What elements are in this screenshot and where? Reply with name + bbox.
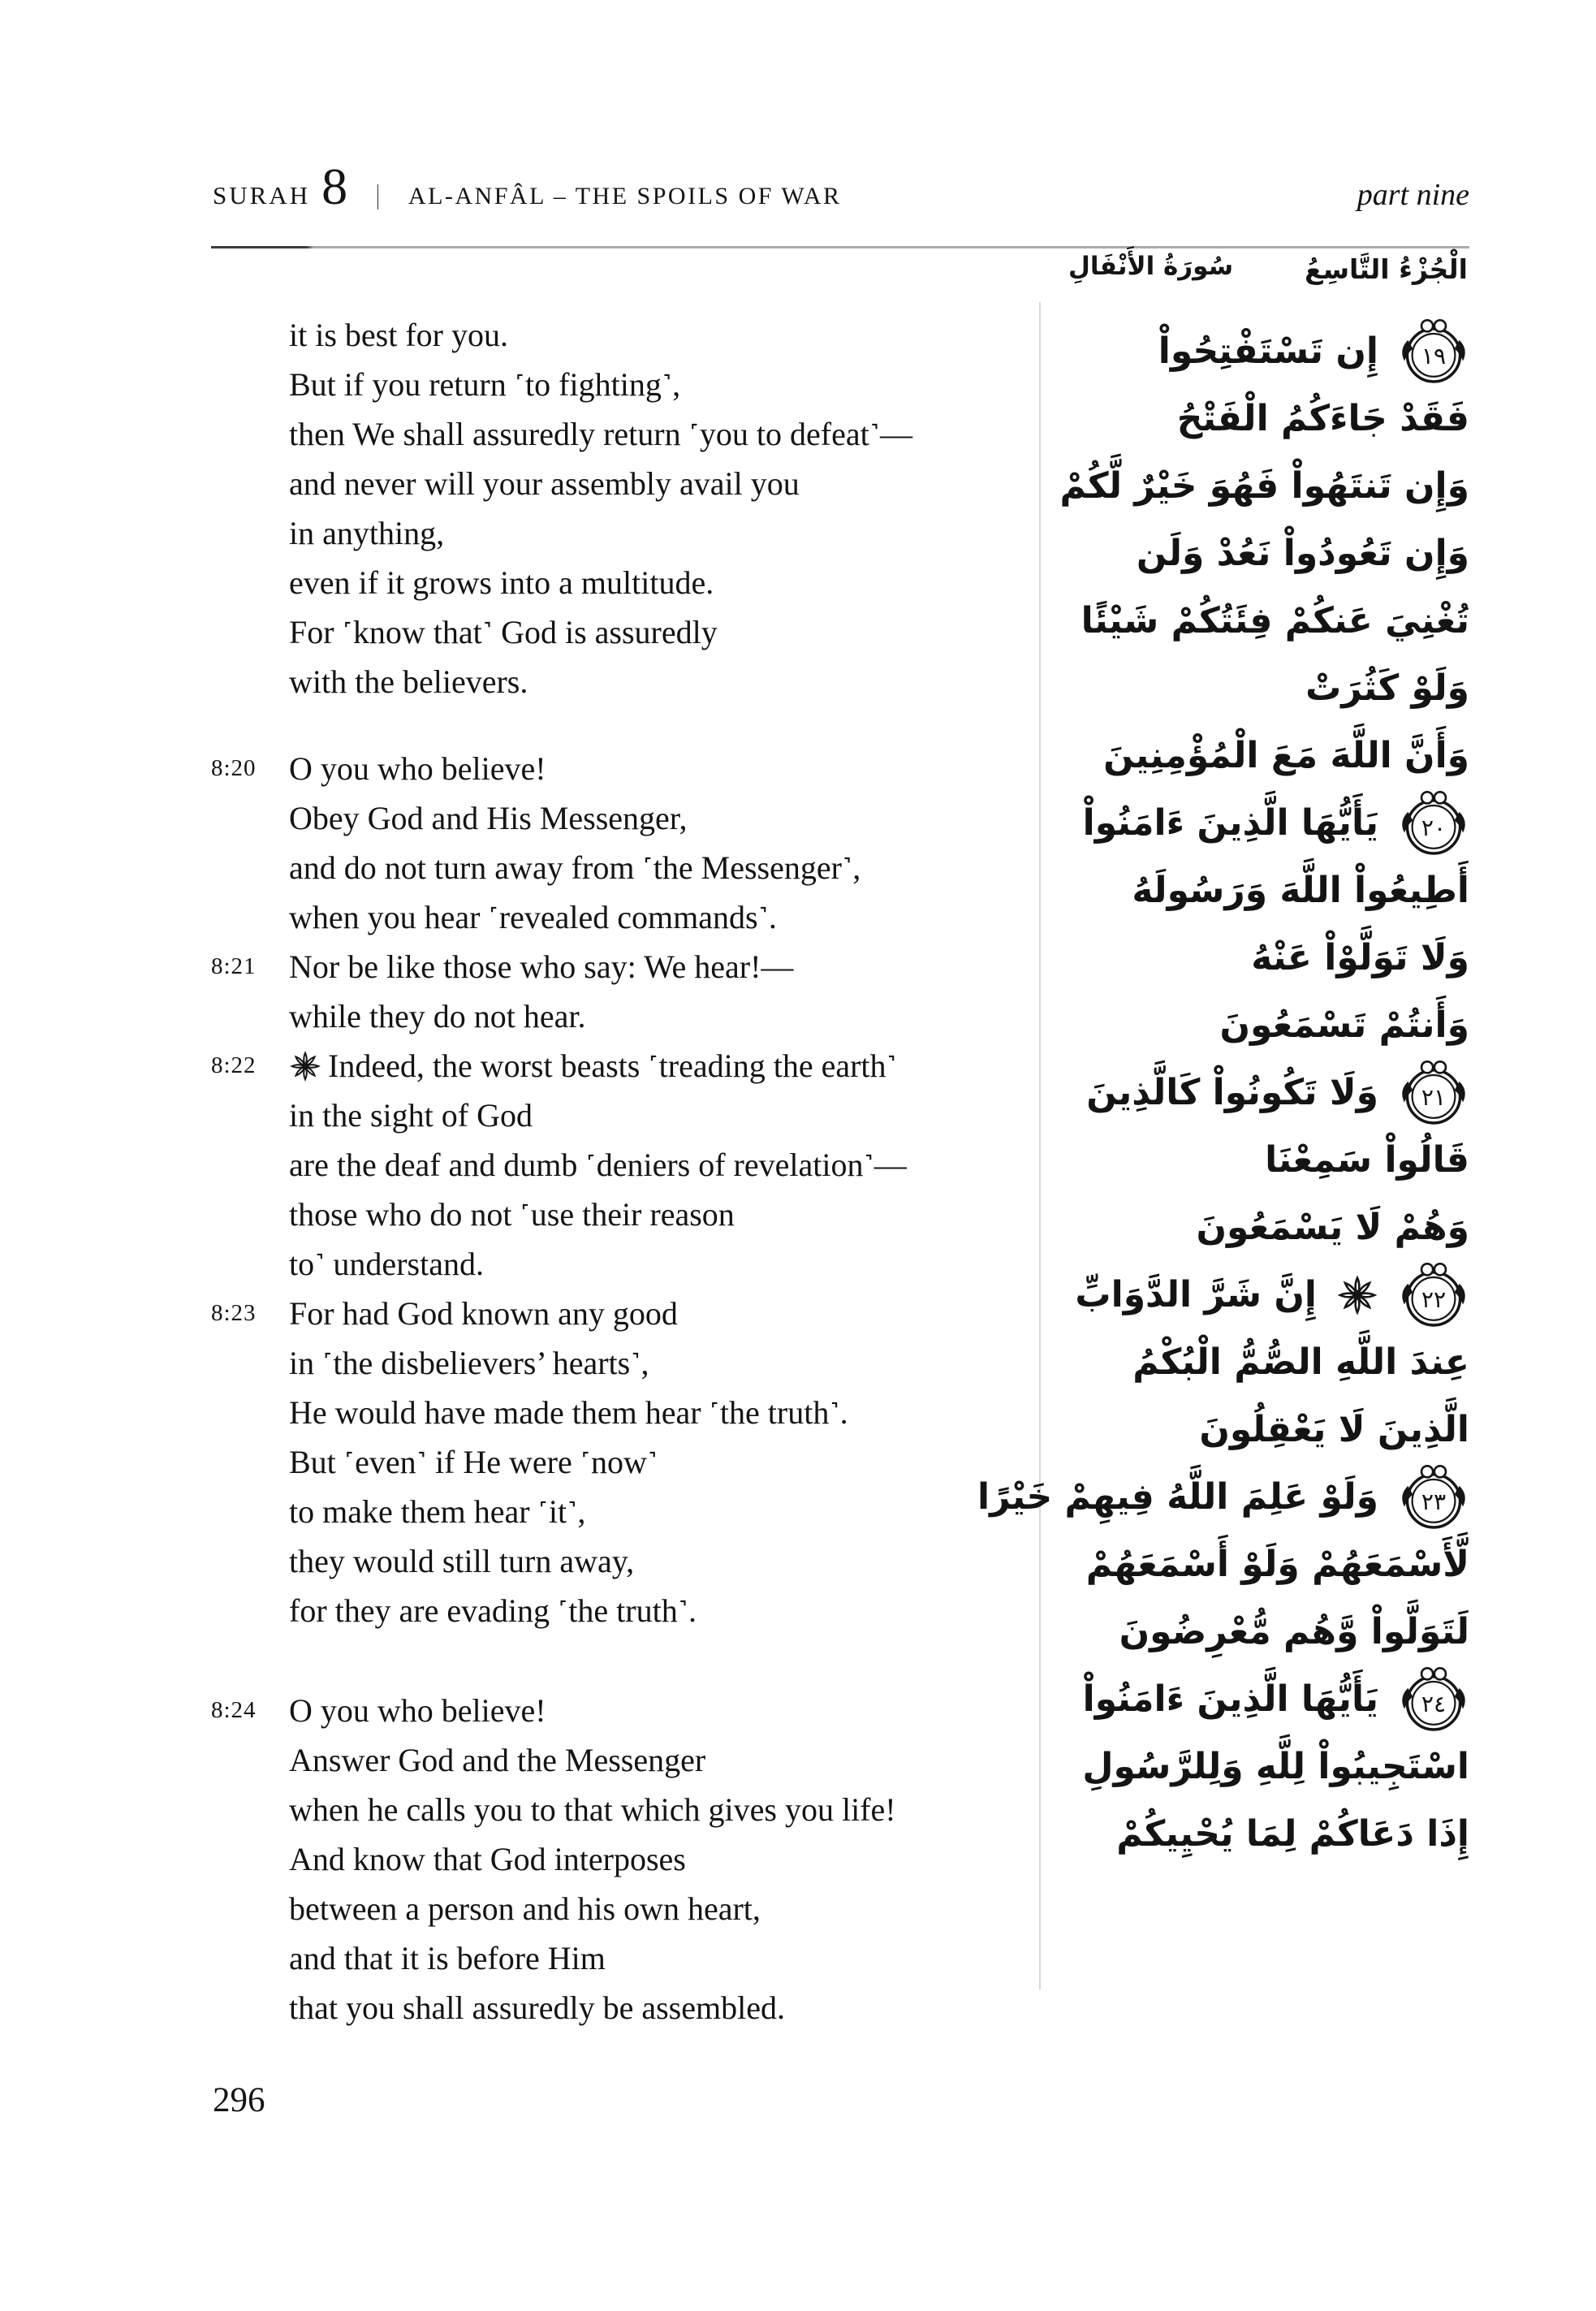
english-line: they would still turn away, bbox=[289, 1543, 635, 1579]
svg-text:٢٢: ٢٢ bbox=[1421, 1285, 1447, 1313]
arabic-line: ٢١ وَلَا تَكُونُواْ كَالَّذِينَ bbox=[982, 1059, 1469, 1126]
english-line: Obey God and His Messenger, bbox=[289, 800, 688, 836]
arabic-line: وَأَنتُمْ تَسْمَعُونَ bbox=[1219, 1004, 1469, 1046]
arabic-line: ٢٣ وَلَوْ عَلِمَ اللَّهُ فِيهِمْ خَيْرًا bbox=[982, 1463, 1469, 1531]
svg-text:٢٣: ٢٣ bbox=[1421, 1488, 1447, 1515]
surah-title-arabic: سُورَةُ الأَنْفَالِ bbox=[1068, 252, 1234, 281]
english-line: He would have made them hear ˹the truth˺. bbox=[289, 1394, 848, 1431]
arabic-line: لَتَوَلَّواْ وَّهُم مُّعْرِضُونَ bbox=[1119, 1611, 1469, 1652]
arabic-line: وَلَوْ كَثُرَتْ bbox=[1305, 667, 1469, 709]
english-line: Answer God and the Messenger bbox=[289, 1742, 706, 1778]
verse-marker-21 bbox=[1398, 1057, 1469, 1129]
english-line: 8:20 O you who believe! bbox=[211, 750, 546, 787]
verse-label: 8:20 bbox=[211, 755, 257, 781]
arabic-line: عِندَ اللَّهِ الصُّمُّ الْبُكْمُ bbox=[1132, 1341, 1469, 1383]
english-line: it is best for you. bbox=[289, 317, 508, 353]
verse-marker-23 bbox=[1398, 1462, 1469, 1533]
arabic-line: قَالُواْ سَمِعْنَا bbox=[1265, 1139, 1469, 1181]
english-line: are the deaf and dumb ˹deniers of revelation˺— bbox=[289, 1147, 907, 1183]
english-line: But if you return ˹to fighting˺, bbox=[289, 366, 681, 403]
arabic-line: لَّأَسْمَعَهُمْ وَلَوْ أَسْمَعَهُمْ bbox=[1085, 1544, 1469, 1585]
verse-marker-22 bbox=[1398, 1259, 1469, 1331]
juz-title-arabic: الْجُزْءُ التَّاسِعُ bbox=[1305, 253, 1468, 285]
english-line: For ˹know that˺ God is assuredly bbox=[289, 614, 718, 650]
svg-text:٢١: ٢١ bbox=[1421, 1083, 1447, 1111]
arabic-line: الَّذِينَ لَا يَعْقِلُونَ bbox=[1199, 1409, 1469, 1450]
arabic-line: اسْتَجِيبُواْ لِلَّهِ وَلِلرَّسُولِ bbox=[1082, 1746, 1469, 1787]
rub-el-hizb-icon bbox=[1336, 1274, 1378, 1316]
english-line: in ˹the disbelievers’ hearts˺, bbox=[289, 1345, 649, 1381]
verse-marker-19 bbox=[1398, 316, 1469, 387]
english-line: and never will your assembly avail you bbox=[289, 465, 800, 502]
header-separator: | bbox=[376, 180, 380, 210]
surah-number: 8 bbox=[321, 158, 348, 215]
verse-marker-20 bbox=[1398, 788, 1469, 859]
arabic-line: إِذَا دَعَاكُمْ لِمَا يُحْيِيكُمْ bbox=[1116, 1813, 1469, 1855]
arabic-line: وَهُمْ لَا يَسْمَعُونَ bbox=[1196, 1207, 1469, 1248]
english-line: while they do not hear. bbox=[289, 998, 586, 1035]
surah-word: SURAH bbox=[213, 181, 311, 210]
verse-label: 8:21 bbox=[211, 953, 257, 979]
english-line: 8:21 Nor be like those who say: We hear!— bbox=[211, 948, 794, 985]
english-line: 8:23 For had God known any good bbox=[211, 1295, 678, 1332]
english-line: 8:22 Indeed, the worst beasts ˹treading the earth˺ bbox=[211, 1048, 897, 1084]
hizb-star-icon bbox=[289, 1050, 321, 1082]
english-line: for they are evading ˹the truth˺. bbox=[289, 1592, 697, 1629]
english-line: and that it is before Him bbox=[289, 1940, 606, 1976]
svg-text:١٩: ١٩ bbox=[1421, 342, 1447, 369]
english-line: in anything, bbox=[289, 515, 445, 551]
arabic-line: تُغْنِيَ عَنكُمْ فِئَتُكُمْ شَيْئًا bbox=[1081, 600, 1469, 641]
page-number: 296 bbox=[213, 2081, 265, 2119]
arabic-line: وَإِن تَعُودُواْ نَعُدْ وَلَن bbox=[1136, 533, 1469, 574]
header-rule bbox=[211, 246, 1469, 248]
surah-title: AL-ANFÂL – THE SPOILS OF WAR bbox=[408, 183, 842, 210]
english-line: then We shall assuredly return ˹you to defeat˺— bbox=[289, 416, 913, 452]
english-column bbox=[211, 310, 1055, 2032]
english-line: when you hear ˹revealed commands˺. bbox=[289, 899, 777, 935]
part-label: part nine bbox=[1357, 178, 1469, 212]
english-line: But ˹even˺ if He were ˹now˺ bbox=[289, 1444, 658, 1480]
english-line: that you shall assuredly be assembled. bbox=[289, 1989, 785, 2026]
arabic-line: ٢٠ يَأَيُّهَا الَّذِينَ ءَامَنُواْ bbox=[982, 789, 1469, 857]
arabic-line: وَلَا تَوَلَّوْاْ عَنْهُ bbox=[1251, 937, 1469, 978]
arabic-line: ٢٤ يَأَيُّهَا الَّذِينَ ءَامَنُواْ bbox=[982, 1665, 1469, 1733]
arabic-line: ١٩ إِن تَسْتَفْتِحُواْ bbox=[982, 317, 1469, 385]
arabic-column bbox=[977, 317, 1469, 1868]
svg-text:٢٠: ٢٠ bbox=[1421, 814, 1447, 841]
verse-label: 8:24 bbox=[211, 1697, 257, 1723]
verse-label: 8:22 bbox=[211, 1052, 257, 1078]
arabic-line: ٢٢ إِنَّ شَرَّ الدَّوَابِّ bbox=[982, 1261, 1469, 1328]
english-line: and do not turn away from ˹the Messenger˺, bbox=[289, 849, 861, 886]
svg-text:٢٤: ٢٤ bbox=[1421, 1690, 1447, 1717]
english-line: even if it grows into a multitude. bbox=[289, 564, 714, 601]
english-line: in the sight of God bbox=[289, 1097, 533, 1134]
english-line: to˺ understand. bbox=[289, 1246, 484, 1282]
english-line: between a person and his own heart, bbox=[289, 1890, 761, 1927]
english-line: those who do not ˹use their reason bbox=[289, 1196, 735, 1233]
arabic-line: وَإِن تَنتَهُواْ فَهُوَ خَيْرٌ لَّكُمْ bbox=[1059, 465, 1469, 507]
arabic-line: أَطِيعُواْ اللَّهَ وَرَسُولَهُ bbox=[1132, 870, 1469, 911]
arabic-line: فَقَدْ جَاءَكُمُ الْفَتْحُ bbox=[1176, 398, 1469, 439]
english-line: to make them hear ˹it˺, bbox=[289, 1493, 586, 1530]
english-line: with the believers. bbox=[289, 663, 528, 700]
english-line: when he calls you to that which gives you life! bbox=[289, 1791, 896, 1828]
english-line: And know that God interposes bbox=[289, 1841, 686, 1877]
header-left bbox=[213, 158, 842, 215]
english-line: 8:24 O you who believe! bbox=[211, 1692, 546, 1729]
arabic-line: وَأَنَّ اللَّهَ مَعَ الْمُؤْمِنِينَ bbox=[1103, 735, 1469, 776]
verse-marker-24 bbox=[1398, 1664, 1469, 1735]
verse-label: 8:23 bbox=[211, 1300, 257, 1326]
